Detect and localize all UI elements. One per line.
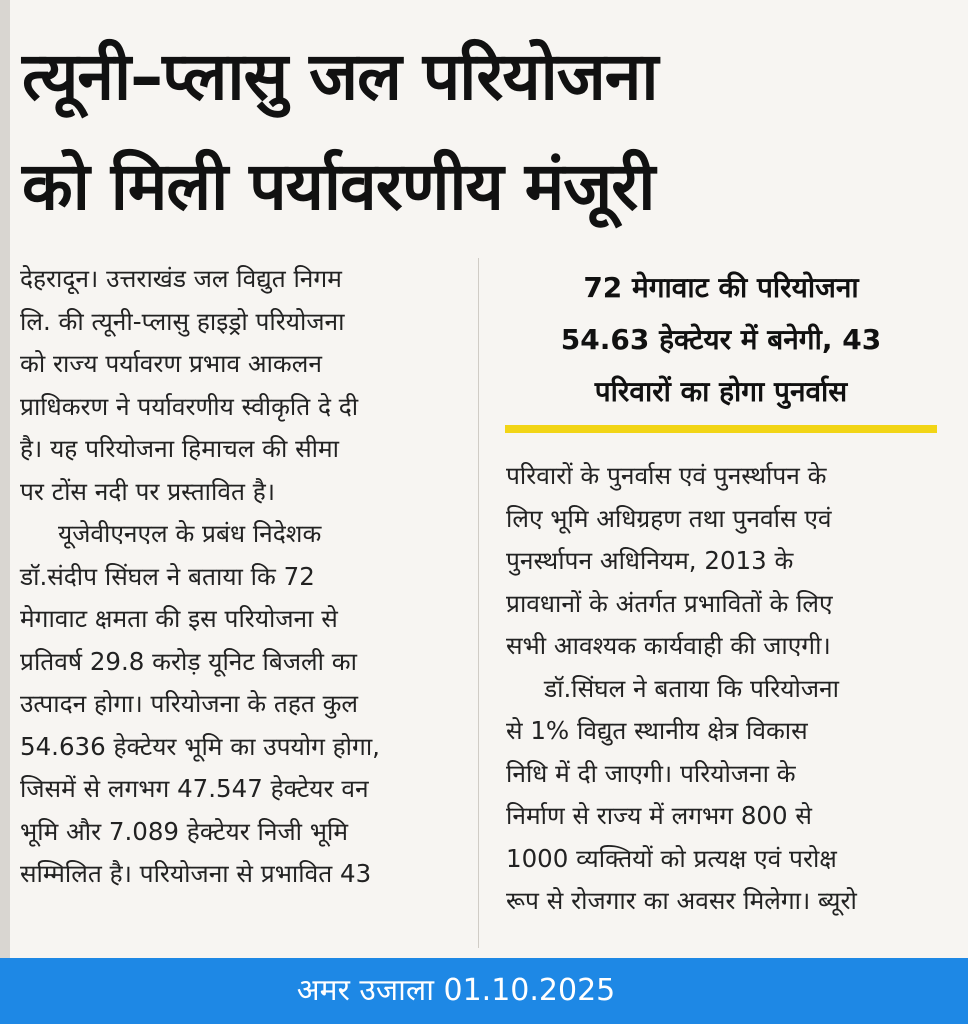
body-line: 1000 व्यक्तियों को प्रत्यक्ष एवं परोक्ष: [506, 843, 837, 873]
headline-line-1: त्यूनी–प्लासु जल परियोजना: [22, 38, 658, 115]
body-line: उत्पादन होगा। परियोजना के तहत कुल: [20, 689, 359, 718]
body-line: निर्माण से राज्य में लगभग 800 से: [506, 801, 812, 830]
subheadline: [496, 262, 946, 418]
body-line: रूप से रोजगार का अवसर मिलेगा। ब्यूरो: [506, 886, 857, 915]
body-line: सम्मिलित है। परियोजना से प्रभावित 43: [20, 859, 372, 888]
body-line: निधि में दी जाएगी। परियोजना के: [506, 758, 796, 788]
body-line: परिवारों के पुनर्वास एवं पुनर्स्थापन के: [506, 461, 827, 490]
body-line: है। यह परियोजना हिमाचल की सीमा: [20, 434, 339, 463]
body-line: 54.636 हेक्टेयर भूमि का उपयोग होगा,: [20, 731, 380, 761]
subheadline-line-2: 54.63 हेक्टेयर में बनेगी, 43: [560, 323, 882, 356]
body-line: देहरादून। उत्तराखंड जल विद्युत निगम: [20, 264, 342, 293]
body-line: प्रावधानों के अंतर्गत प्रभावितों के लिए: [506, 588, 833, 618]
article-left-column: [20, 258, 460, 896]
source-caption: [0, 958, 968, 1024]
body-line: मेगावाट क्षमता की इस परियोजना से: [20, 604, 338, 633]
source-footer-bar: [0, 958, 968, 1024]
body-line: प्रतिवर्ष 29.8 करोड़ यूनिट बिजली का: [20, 646, 357, 676]
body-line: लिए भूमि अधिग्रहण तथा पुनर्वास एवं: [506, 503, 832, 533]
source-caption-text: अमर उजाला 01.10.2025: [296, 973, 616, 1008]
subheadline-line-3: परिवारों का होगा पुनर्वास: [594, 375, 848, 408]
body-line: से 1% विद्युत स्थानीय क्षेत्र विकास: [506, 716, 808, 745]
body-line: डॉ.संदीप सिंघल ने बताया कि 72: [20, 561, 315, 591]
body-line: प्राधिकरण ने पर्यावरणीय स्वीकृति दे दी: [20, 391, 359, 421]
body-line: लि. की त्यूनी-प्लासु हाइड्रो परियोजना: [20, 306, 345, 336]
article-right-column: [506, 455, 946, 923]
scan-edge: [0, 0, 10, 958]
body-line: डॉ.सिंघल ने बताया कि परियोजना: [544, 673, 839, 703]
body-line: पुनर्स्थापन अधिनियम, 2013 के: [506, 546, 794, 575]
body-line: यूजेवीएनएल के प्रबंध निदेशक: [58, 519, 322, 548]
subheadline-line-1: 72 मेगावाट की परियोजना: [583, 271, 859, 304]
headline-line-2: को मिली पर्यावरणीय मंजूरी: [22, 148, 655, 225]
column-divider: [478, 258, 479, 948]
subheadline-underline: [505, 425, 937, 433]
body-line: जिसमें से लगभग 47.547 हेक्टेयर वन: [20, 774, 369, 803]
body-line: भूमि और 7.089 हेक्टेयर निजी भूमि: [20, 816, 349, 846]
headline: [22, 22, 952, 242]
body-line: पर टोंस नदी पर प्रस्तावित है।: [20, 476, 276, 506]
body-line: को राज्य पर्यावरण प्रभाव आकलन: [20, 349, 322, 378]
body-line: सभी आवश्यक कार्यवाही की जाएगी।: [506, 631, 831, 660]
